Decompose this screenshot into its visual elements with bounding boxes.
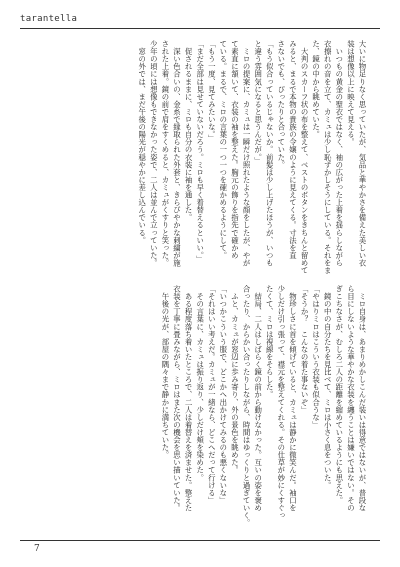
text-line: 「それはいい考えだ。カミュが一緒なら、どこへだって行ける」 [207,285,217,504]
text-line: 少年の頃には想像もできなかった姿で、二人は並んで立っていた。 [149,40,159,267]
text-line: 「やはりミロはこういう衣装も似合うな」 [311,285,321,429]
text-line: ミロ自身は、あまりめかしこんだ装いは得意ではないが、普段な [358,285,367,512]
text-line: 衣擦れの音を立て、カミュは少し恥ずかしそうにしている。それをま [323,40,333,275]
text-line: 深い色合いの、金糸で縁取られた外套と、きらびやかな刺繍が施 [172,40,182,267]
text-line: 装は想像以上に映えて見える。 [346,40,356,146]
text-line: 「もう一度、見てみたいな。」 [207,40,217,142]
text-line: 「まだ全部は見せていないだろう。ミロも早く着替えるといい。」 [195,40,205,263]
text-line: ふと、カミュが窓辺に歩み寄り、外の景色を眺めた。 [230,285,240,474]
text-line: 「そうか？ こんなの着た事ないぞ」 [300,285,310,414]
text-line: て素直に頷いて、衣装の袖を整えた。胸元の飾りを指先で確かめ [230,40,240,259]
text-line: ている。まるで、ミロの言葉の一つ一つを確かめるようにして。 [218,40,228,259]
text-line: 結局、二人はしばらく鏡の前から動けなかった。互いの姿を褒め [253,285,263,512]
text-line: 大判のスカーフ状の布を整えて、ベストのボタンをきちんと留めて [300,40,310,275]
text-line: 午後の光が、部屋の隅々まで静かに満ちていた。 [160,285,170,459]
header-divider [20,28,380,29]
text-line: 鏡の中の自分たちを見比べて、ミロは小さく息をついた。 [323,285,333,489]
text-line: 少しだけ引っ張って、襟元を整えてくれる。その仕草が妙にくすぐっ [276,285,286,520]
text-line: 物珍しさに首を傾げていると、カミュは静かに微笑んだ。袖口を [288,285,298,512]
text-line: ミロの提案に、カミュは一瞬だけ照れたような顔をしたが、やが [242,40,252,267]
text-block-bottom [28,285,368,527]
text-line: その言葉に、カミュは振り返り、少しだけ頬を染めた。 [195,285,205,482]
text-line: ある程度落ち着いたところで、二人は着替えを済ませた。整えた [184,285,194,512]
text-line: 「もう似合っているじゃないか。前髪は少し上げたほうが、いつも [265,40,275,267]
text-line: た、鏡の中から眺めていた。 [311,40,321,139]
text-line: 促されるままに、ミロも自分の衣装に袖を通した。 [184,40,194,222]
text-line: たくて、ミロは視線をそらした。 [265,285,275,399]
text-line: いつもの黄金の聖衣ではなく、袖の広がった上着を揺らしながら [334,40,344,267]
text-line: 合ったり、からかい合ったりしながら、時間はゆっくりと過ぎていく。 [242,285,252,527]
running-header: tarantella [20,14,78,24]
text-block-top [28,40,368,275]
text-line: 衣装を丁寧に畳みながら、ミロはまた次の機会を思い描いていた。 [172,285,182,512]
page-number: 7 [34,544,40,554]
text-line: 「いつかこういう服で、どこかへ出かけてみるのも悪くないな」 [218,285,228,504]
text-line: と違う雰囲気になると思うんだが。」 [253,40,263,165]
text-line: ぎこちなさが、むしろ二人の距離を縮めているようにも思えた。 [334,285,344,504]
text-line: 大いに物足りなく思っていたが、気品と華やかさを備えた美しい衣 [358,40,367,267]
text-line: みると、まるで本物の貴族の令嬢のように見えてくる。寸法を直 [288,40,298,259]
text-line: された上着。鏡の前で肩をすくめると、カミュがくすりと笑った。 [160,40,170,267]
text-line: ら目にしないような華やかな衣装を纏うことは嫌いではない。その [346,285,356,512]
text-line: さないでも、ぴったりと合っていた。 [276,40,286,169]
footer-divider [20,540,380,541]
text-line: 窓の外では、まだ午後の陽光が穏やかに差し込んでいる。 [137,40,147,244]
